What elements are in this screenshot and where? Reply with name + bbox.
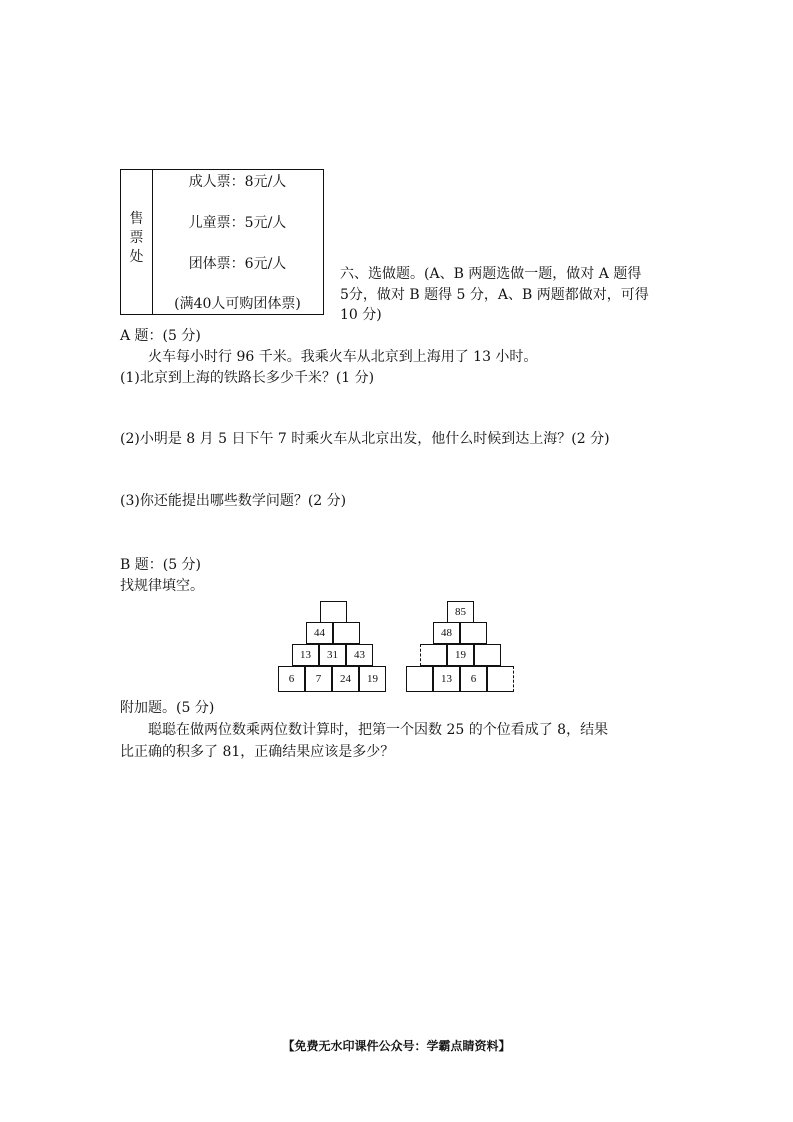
pyramid2-r4-c4 <box>487 666 514 692</box>
section6-line2: 5分，做对 B 题得 5 分，A、B 两题都做对，可得 <box>340 287 649 303</box>
pyramid1-r3-c1: 13 <box>292 644 319 666</box>
pyramid2-r2-c1: 48 <box>433 622 460 644</box>
pyramid1-r3-c3: 43 <box>346 644 373 666</box>
bonus-line1: 聪聪在做两位数乘两位数计算时，把第一个因数 25 的个位看成了 8，结果 <box>148 722 609 738</box>
pyramid2-r3-c1 <box>420 644 447 666</box>
problem-a-heading: A 题：(5 分) <box>120 328 201 344</box>
problem-a-q3: (3)你还能提出哪些数学问题？(2 分) <box>120 493 347 509</box>
pyramid1-r4-c4: 19 <box>359 666 386 692</box>
pyramid2-r2-c2 <box>460 622 487 644</box>
pyramid2-r4-c3: 6 <box>460 666 487 692</box>
pyramid2-r3-c3 <box>474 644 501 666</box>
ticket-office-label <box>121 210 152 267</box>
pyramid1-r4-c1: 6 <box>278 666 305 692</box>
pyramid1-r4-c3: 24 <box>332 666 359 692</box>
bonus-line2: 比正确的积多了 81，正确结果应该是多少？ <box>120 744 395 760</box>
problem-b-heading: B 题：(5 分) <box>120 557 202 573</box>
problem-a-q1: (1)北京到上海的铁路长多少千米？(1 分) <box>120 370 375 386</box>
ticket-label-char-2: 票 <box>129 230 144 246</box>
section6-line3: 10 分) <box>340 307 382 323</box>
pyramid1-r4-c2: 7 <box>305 666 332 692</box>
section6-line1: 六、选做题。(A、B 两题选做一题，做对 A 题得 <box>340 266 642 282</box>
group-ticket-price: 团体票：6元/人 <box>188 256 287 272</box>
pyramid2-r1-c1: 85 <box>447 601 474 623</box>
problem-b-instruction: 找规律填空。 <box>120 578 204 594</box>
adult-ticket-price: 成人票：8元/人 <box>188 174 287 190</box>
ticket-label-char-1: 售 <box>129 211 144 227</box>
problem-a-stem: 火车每小时行 96 千米。我乘火车从北京到上海用了 13 小时。 <box>148 349 538 365</box>
pyramid2-r4-c1 <box>406 666 433 692</box>
ticket-office-box <box>120 169 324 315</box>
pyramid1-r2-c1: 44 <box>306 622 333 644</box>
child-ticket-price: 儿童票：5元/人 <box>188 215 287 231</box>
footer-watermark-text: 【免费无水印课件公众号：学霸点睛资料】 <box>282 1039 511 1053</box>
pyramid2-r4-c2: 13 <box>433 666 460 692</box>
pyramid1-r1-c1 <box>320 601 347 623</box>
pyramid2-r3-c2: 19 <box>447 644 474 666</box>
pyramid1-r2-c2 <box>333 622 360 644</box>
group-ticket-note: (满40人可购团体票) <box>174 296 301 312</box>
bonus-heading: 附加题。(5 分) <box>120 700 215 716</box>
ticket-label-char-3: 处 <box>129 249 144 265</box>
pyramid1-r3-c2: 31 <box>319 644 346 666</box>
problem-a-q2: (2)小明是 8 月 5 日下午 7 时乘火车从北京出发，他什么时候到达上海？(2 分) <box>120 431 610 447</box>
